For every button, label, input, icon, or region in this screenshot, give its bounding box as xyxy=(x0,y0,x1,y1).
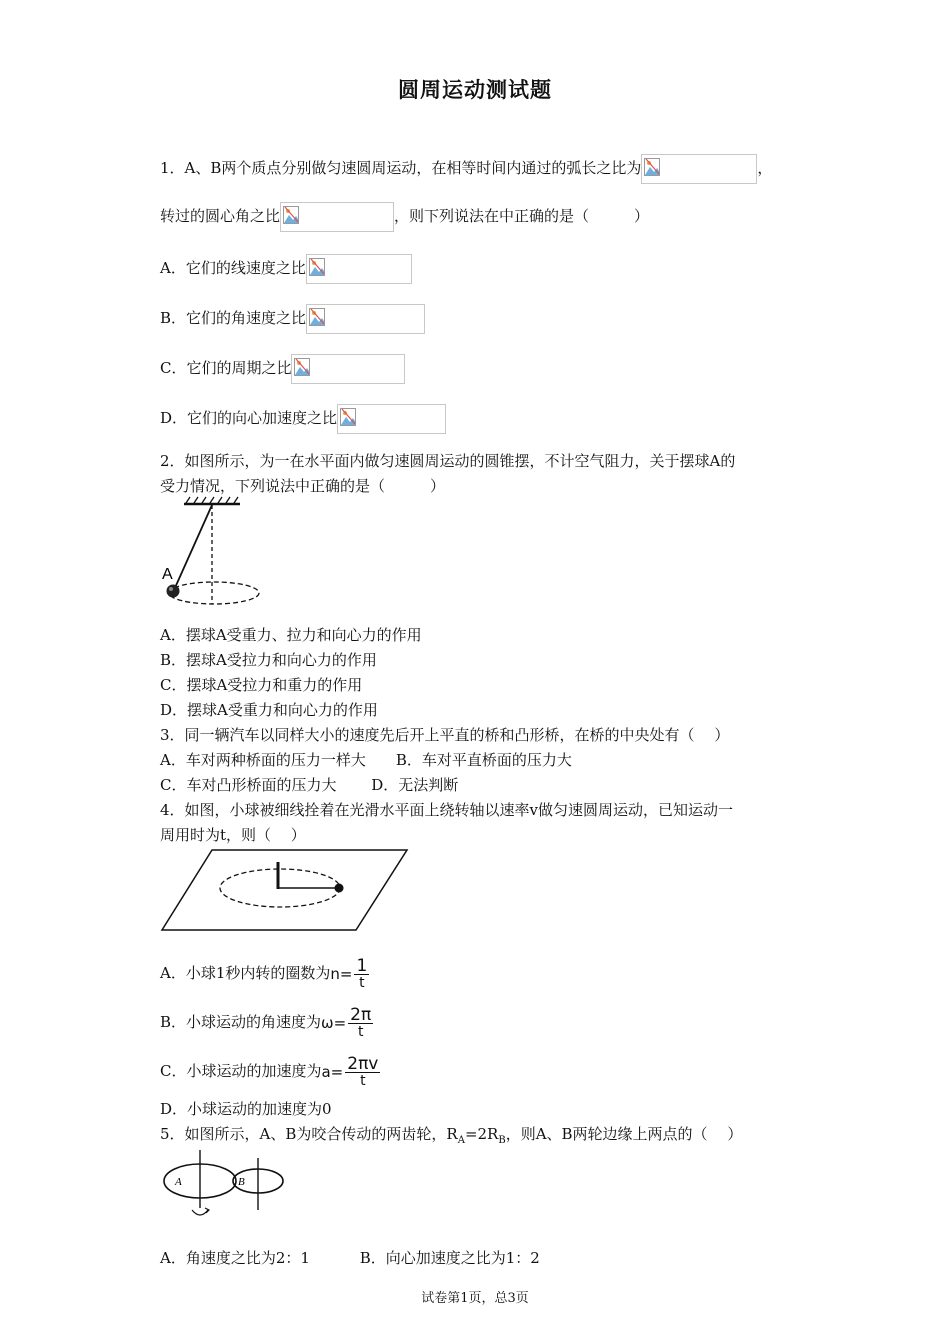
broken-image-icon xyxy=(294,358,310,376)
q5-text-b: =2R xyxy=(464,1125,499,1143)
ball-label-a: A xyxy=(162,566,173,583)
formula-lhs: a= xyxy=(321,1063,344,1081)
gear-label-a: A xyxy=(175,1176,182,1188)
q1-option-d-text: D．它们的向心加速度之比 xyxy=(160,409,338,427)
broken-image-icon xyxy=(309,258,325,276)
q1-option-a-text: A．它们的线速度之比 xyxy=(160,259,306,277)
q3-line3: C．车对凸形桥面的压力大 D．无法判断 xyxy=(160,776,459,794)
conical-pendulum-figure xyxy=(158,496,268,608)
q5-text-a: 5．如图所示，A、B为咬合传动的两齿轮，R xyxy=(160,1125,458,1143)
q1-option-c-text: C．它们的周期之比 xyxy=(160,359,292,377)
q1-stem-text-3: ，则下列说法在中正确的是（ ） xyxy=(394,207,650,225)
broken-image-placeholder xyxy=(306,254,412,284)
broken-image-placeholder xyxy=(306,304,425,334)
broken-image-icon xyxy=(283,206,299,224)
broken-image-icon xyxy=(644,158,660,176)
fraction-denominator: t xyxy=(360,1072,366,1089)
gear-transmission-figure xyxy=(158,1148,290,1222)
page-title: 圆周运动测试题 xyxy=(398,78,552,102)
q1-option-a xyxy=(160,254,412,284)
fraction-denominator: t xyxy=(359,974,365,991)
q5-subscript-a: A xyxy=(457,1135,465,1146)
q1-line1 xyxy=(160,154,772,184)
fraction xyxy=(354,955,369,991)
gear-label-b: B xyxy=(238,1176,245,1188)
page-footer: 试卷第1页，总3页 xyxy=(421,1291,529,1306)
q1-stem-text-2: 转过的圆心角之比 xyxy=(160,207,281,225)
q2-option-d: D．摆球A受重力和向心力的作用 xyxy=(160,701,378,719)
fraction-numerator: 2πv xyxy=(347,1053,379,1074)
horizontal-plane-figure xyxy=(160,848,410,932)
broken-image-placeholder xyxy=(641,154,757,184)
broken-image-placeholder xyxy=(291,354,405,384)
q1-option-d xyxy=(160,404,446,434)
fraction xyxy=(345,1053,380,1089)
formula-lhs: ω= xyxy=(321,1014,347,1032)
q1-option-b xyxy=(160,304,425,334)
q1-option-c xyxy=(160,354,405,384)
fraction-numerator: 2π xyxy=(350,1004,372,1025)
q4-line1: 4．如图，小球被细线拴着在光滑水平面上绕转轴以速率v做匀速圆周运动，已知运动一 xyxy=(160,801,734,819)
q4-option-a-text: A．小球1秒内转的圈数为 xyxy=(160,964,331,982)
q4-option-b-text: B．小球运动的角速度为 xyxy=(160,1013,322,1031)
q4-option-a xyxy=(160,953,369,994)
q1-option-b-text: B．它们的角速度之比 xyxy=(160,309,307,327)
formula-lhs: n= xyxy=(330,965,353,983)
q1-line2 xyxy=(160,202,649,232)
q5-subscript-b: B xyxy=(498,1135,506,1146)
q4-option-b xyxy=(160,1002,373,1043)
broken-image-icon xyxy=(309,308,325,326)
fraction-denominator: t xyxy=(357,1023,364,1040)
broken-image-icon xyxy=(340,408,356,426)
broken-image-placeholder xyxy=(280,202,394,232)
q2-option-a: A．摆球A受重力、拉力和向心力的作用 xyxy=(160,626,422,644)
fraction xyxy=(348,1004,373,1040)
q3-line1: 3．同一辆汽车以同样大小的速度先后开上平直的桥和凸形桥，在桥的中央处有（ ） xyxy=(160,726,730,744)
q4-option-c xyxy=(160,1051,380,1092)
q3-line2: A．车对两种桥面的压力一样大 B．车对平直桥面的压力大 xyxy=(160,751,572,769)
broken-image-placeholder xyxy=(337,404,446,434)
q1-stem-text: 1．A、B两个质点分别做匀速圆周运动，在相等时间内通过的弧长之比为 xyxy=(160,159,642,177)
q4-line2: 周用时为t，则（ ） xyxy=(160,826,306,844)
q1-comma: ， xyxy=(757,159,773,177)
q5-options: A．角速度之比为2：1 B．向心加速度之比为1：2 xyxy=(160,1249,540,1267)
q4-option-c-text: C．小球运动的加速度为 xyxy=(160,1062,322,1080)
q2-line2: 受力情况，下列说法中正确的是（ ） xyxy=(160,477,446,495)
rotation-arrow-icon xyxy=(192,1210,208,1215)
q4-option-d: D．小球运动的加速度为0 xyxy=(160,1100,332,1118)
q2-option-b: B．摆球A受拉力和向心力的作用 xyxy=(160,651,377,669)
q2-option-c: C．摆球A受拉力和重力的作用 xyxy=(160,676,363,694)
q5-text-c: ，则A、B两轮边缘上两点的（ ） xyxy=(505,1125,743,1143)
fraction-numerator: 1 xyxy=(356,955,368,976)
q2-line1: 2．如图所示，为一在水平面内做匀速圆周运动的圆锥摆，不计空气阻力，关于摆球A的 xyxy=(160,452,736,470)
